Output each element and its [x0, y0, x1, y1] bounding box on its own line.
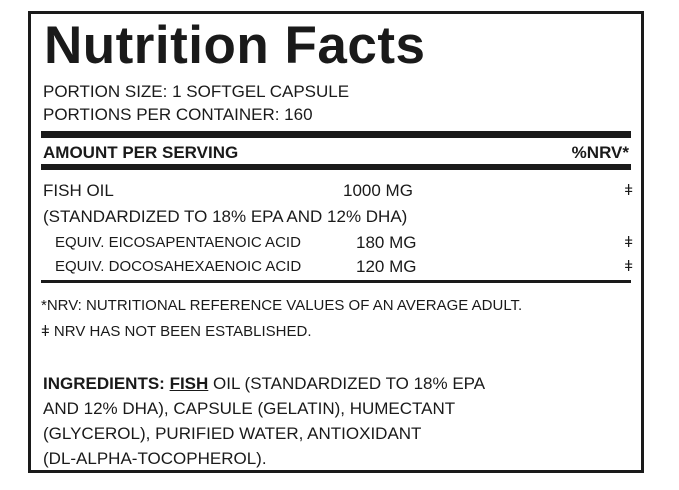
allergen-fish: FISH [169, 374, 209, 393]
amount-per-serving-header: AMOUNT PER SERVING [43, 143, 239, 162]
fish-oil-standardization-note: (STANDARDIZED TO 18% EPA AND 12% DHA) [43, 207, 408, 226]
nutrient-amount-dha: 120 MG [356, 257, 417, 276]
nrv-header: %NRV* [571, 143, 629, 162]
nutrient-amount-fish-oil: 1000 MG [343, 181, 413, 200]
ingredients-line-3: (GLYCEROL), PURIFIED WATER, ANTIOXIDANT [43, 424, 422, 443]
nrv-dagger-fish-oil: ǂ [624, 182, 633, 199]
nutrient-name-epa: EQUIV. EICOSAPENTAENOIC ACID [55, 234, 301, 251]
dagger-footnote: ǂ NRV HAS NOT BEEN ESTABLISHED. [41, 323, 312, 340]
thick-divider-header [41, 164, 631, 170]
ingredients-line-1-rest: OIL (STANDARDIZED TO 18% EPA [208, 374, 486, 393]
ingredients-line-2: AND 12% DHA), CAPSULE (GELATIN), HUMECTANT [43, 399, 456, 418]
nutrition-facts-panel [28, 11, 644, 473]
ingredients-line-1 [43, 374, 485, 394]
nrv-footnote: *NRV: NUTRITIONAL REFERENCE VALUES OF AN AVERAGE ADULT. [41, 297, 523, 314]
thick-divider-top [41, 131, 631, 138]
portion-size: PORTION SIZE: 1 SOFTGEL CAPSULE [43, 82, 350, 101]
ingredients-line-4: (DL-ALPHA-TOCOPHEROL). [43, 449, 267, 468]
divider-bottom [41, 280, 631, 283]
nutrient-amount-epa: 180 MG [356, 233, 417, 252]
portions-per-container: PORTIONS PER CONTAINER: 160 [43, 105, 313, 124]
nutrient-name-fish-oil: FISH OIL [43, 181, 114, 200]
nrv-dagger-epa: ǂ [624, 234, 633, 251]
ingredients-label: INGREDIENTS: [43, 374, 165, 393]
label-title: Nutrition Facts [44, 16, 426, 75]
nutrient-name-dha: EQUIV. DOCOSAHEXAENOIC ACID [55, 258, 302, 275]
nrv-dagger-dha: ǂ [624, 258, 633, 275]
